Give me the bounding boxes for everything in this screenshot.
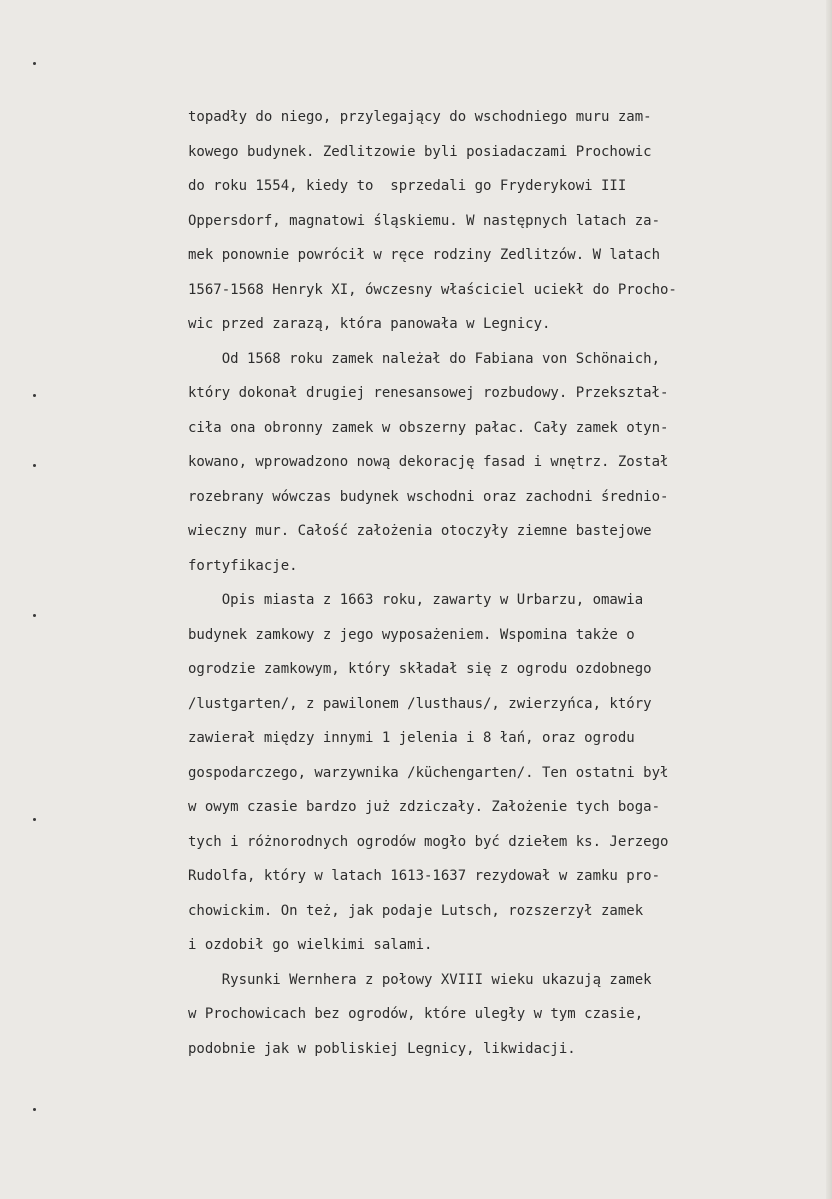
margin-mark: [33, 1108, 36, 1111]
text-line: Opis miasta z 1663 roku, zawarty w Urbarzu, omawia: [188, 592, 644, 608]
text-line: który dokonał drugiej renesansowej rozbudowy. Przekształ-: [188, 385, 669, 401]
margin-mark: [33, 394, 36, 397]
text-line: w owym czasie bardzo już zdziczały. Założenie tych boga-: [188, 799, 661, 815]
text-line: do roku 1554, kiedy to sprzedali go Fryderykowi III: [188, 178, 627, 194]
text-line: fortyfikacje.: [188, 557, 298, 574]
text-line: zawierał między innymi 1 jelenia i 8 łań, oraz ogrodu: [188, 730, 635, 746]
text-line: Rudolfa, który w latach 1613-1637 rezydował w zamku pro-: [188, 868, 661, 884]
text-line: Rysunki Wernhera z połowy XVIII wieku ukazują zamek: [188, 971, 652, 988]
page-edge: [826, 0, 832, 1199]
text-line: chowickim. On też, jak podaje Lutsch, rozszerzył zamek: [188, 902, 644, 919]
margin-mark: [33, 464, 36, 467]
typewritten-text: [188, 100, 788, 1066]
text-line: kowego budynek. Zedlitzowie byli posiadaczami Prochowic: [188, 143, 652, 160]
text-line: 1567-1568 Henryk XI, ówczesny właściciel uciekł do Procho-: [188, 281, 677, 298]
text-line: ciła ona obronny zamek w obszerny pałac. Cały zamek otyn-: [188, 419, 669, 436]
margin-mark: [33, 62, 36, 65]
text-line: Od 1568 roku zamek należał do Fabiana von Schönaich,: [188, 350, 661, 367]
text-line: podobnie jak w pobliskiej Legnicy, likwidacji.: [188, 1040, 576, 1057]
text-line: gospodarczego, warzywnika /küchengarten/. Ten ostatni był: [188, 764, 669, 781]
margin-mark: [33, 818, 36, 821]
text-line: tych i różnorodnych ogrodów mogło być dziełem ks. Jerzego: [188, 833, 669, 850]
text-line: rozebrany wówczas budynek wschodni oraz zachodni średnio-: [188, 488, 669, 505]
text-line: Oppersdorf, magnatowi śląskiemu. W następnych latach za-: [188, 212, 661, 229]
text-line: wieczny mur. Całość założenia otoczyły ziemne bastejowe: [188, 523, 652, 539]
text-line: kowano, wprowadzono nową dekorację fasad i wnętrz. Został: [188, 454, 669, 470]
margin-mark: [33, 614, 36, 617]
text-line: mek ponownie powrócił w ręce rodziny Zedlitzów. W latach: [188, 247, 661, 263]
text-line: topadły do niego, przylegający do wschodniego muru zam-: [188, 109, 652, 125]
text-line: ogrodzie zamkowym, który składał się z ogrodu ozdobnego: [188, 661, 652, 677]
text-line: i ozdobił go wielkimi salami.: [188, 937, 433, 953]
text-line: budynek zamkowy z jego wyposażeniem. Wspomina także o: [188, 626, 635, 643]
text-line: /lustgarten/, z pawilonem /lusthaus/, zwierzyńca, który: [188, 695, 652, 712]
text-line: wic przed zarazą, która panowała w Legnicy.: [188, 316, 551, 332]
text-line: w Prochowicach bez ogrodów, które uległy w tym czasie,: [188, 1006, 644, 1022]
